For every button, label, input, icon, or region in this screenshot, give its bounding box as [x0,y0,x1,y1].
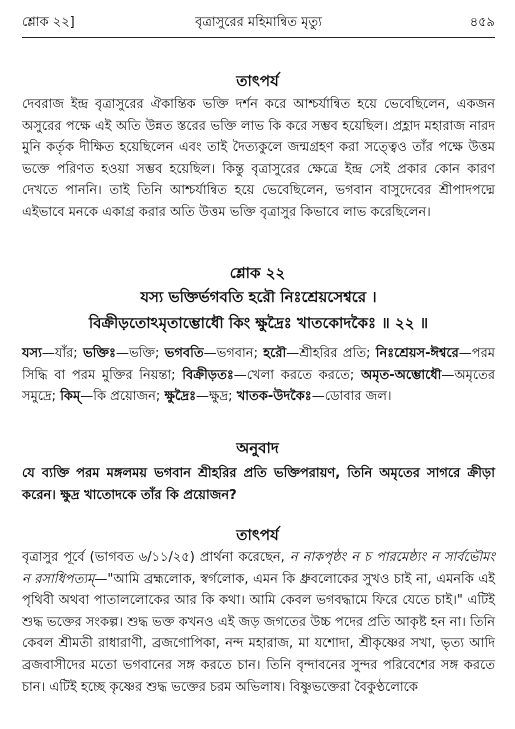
quoted-verse: ন নাকপৃষ্ঠং ন চ পারমেষ্ঠ্যং ন সার্বভৌমং ন রসাধিপত্যম্ [22,550,495,587]
synonym-word: খাতক-উদকৈঃ [236,389,312,405]
synonym-word: ভক্তিঃ [82,346,116,361]
synonym-meaning: —ভক্তি; [115,346,165,361]
running-header [22,12,495,34]
synonym-word: ক্ষুদ্রৈঃ [164,389,197,405]
header-rule [22,37,495,38]
synonym-word: বিক্রীড়তঃ [182,367,234,383]
synonym-meaning: —ডোবার জল। [311,389,392,405]
purport-intro: বৃত্রাসুর পূর্বে (ভাগবত ৬/১১/২৫) প্রার্থনা করেছেন, [22,550,285,565]
synonym-meaning: —খেলা করতে করতে; [233,367,361,383]
synonym-word: নিঃশ্রেয়স-ঈশ্বরে [375,346,459,361]
purport-paragraph: দেবরাজ ইন্দ্র বৃত্রাসুরের ঐকান্তিক ভক্তি দর্শন করে আশ্চর্যান্বিত হয়ে ভেবেছিলেন, একজন অসুরের পক্ষে এই অতি উন্নত স্তরের ভক্তি লাভ কি করে সম্ভব হয়েছিল। প্রহ্লাদ মহারাজ নারদ মুনি কর্তৃক দীক্ষিত হয়েছিলেন এবং তাই দৈত্যকুলে জন্মগ্রহণ করা সত্ত্বেও তাঁর পক্ষে উত্তম ভক্তে পরিণত হওয়া সম্ভব হয়েছিল। কিন্তু বৃত্রাসুরের ক্ষেত্রে ইন্দ্র সেই প্রকার কোন কারণ দেখতে পাননি। তাই তিনি আশ্চর্যান্বিত হয়ে ভেবেছিলেন, ভগবান বাসুদেবের শ্রীপাদপদ্মে এইভাবে মনকে একাগ্র করার অতি উত্তম ভক্তি বৃত্রাসুর কিভাবে লাভ করেছিলেন। [22,97,495,220]
purport-heading-2: তাৎপর্য [236,526,279,544]
synonym-meaning: —ভগবান; [203,346,264,361]
page-number: ৪৫৯ [469,15,495,30]
verse-heading: শ্লোক ২২ [229,264,286,282]
translation-heading: অনুবাদ [236,439,279,457]
synonyms-paragraph [22,343,495,408]
header-chapter-title: বৃত্রাসুরের মহিমান্বিত মৃত্যু [195,15,322,30]
synonym-word: ভগবতি [164,346,204,361]
synonym-meaning: —পরম সিদ্ধি বা পরম মুক্তির নিয়ন্তা; [22,346,495,383]
synonym-meaning: —কি প্রয়োজন; [80,389,165,405]
verse-line-2: বিক্রীড়তোঽমৃতাম্ভোধৌ কিং ক্ষুদ্রৈঃ খাতকোদকৈঃ ॥ ২২ ॥ [88,314,429,332]
synonym-word: যস্য [22,346,42,361]
purport-heading: তাৎপর্য [236,72,279,90]
purport-body: —"আমি ব্রহ্মলোক, স্বর্গলোক, এমন কি ধ্রুবলোকের সুখও চাই না, এমনকি এই পৃথিবী অথবা পাতাললোকের আর কি কথা। আমি কেবল ভগবদ্ধামে ফিরে যেতে চাই।" এটিই শুদ্ধ ভক্তের সংকল্প। শুদ্ধ ভক্ত কখনও এই জড় জগতের উচ্চ পদের প্রতি আকৃষ্ট হন না। তিনি কেবল শ্রীমতী রাধারাণী, ব্রজগোপিকা, নন্দ মহারাজ, মা যশোদা, শ্রীকৃষ্ণের সখা, ভৃত্য আদি ব্রজবাসীদের মতো ভগবানের সঙ্গ করতে চান। তিনি বৃন্দাবনের সুন্দর পরিবেশের সঙ্গ করতে চান। এটিই হচ্ছে কৃষ্ণের শুদ্ধ ভক্তের চরম অভিলাষ। বিষ্ণুভক্তেরা বৈকুণ্ঠলোকে [22,571,495,695]
translation-paragraph: যে ব্যক্তি পরম মঙ্গলময় ভগবান শ্রীহরির প্রতি ভক্তিপরায়ণ, তিনি অমৃতের সাগরে ক্রীড়া করেন। ক্ষুদ্র খাতোদকে তাঁর কি প্রয়োজন? [22,466,495,503]
synonym-word: কিম্ [60,389,81,405]
verse-line-1: যস্য ভক্তির্ভগবতি হরৌ নিঃশ্রেয়সেশ্বরে । [140,288,377,306]
synonym-meaning: —অমৃতের সমুদ্রে; [22,367,495,405]
synonym-meaning: —শ্রীহরির প্রতি; [286,346,376,361]
header-verse-ref: শ্লোক ২২] [22,15,75,30]
synonym-word: অমৃত-অম্ভোধৌ [361,367,442,383]
synonym-meaning: —যাঁর; [41,346,83,361]
purport-paragraph-2 [22,547,495,698]
synonym-word: হরৌ [263,346,287,361]
synonym-meaning: —ক্ষুদ্র; [196,389,237,405]
